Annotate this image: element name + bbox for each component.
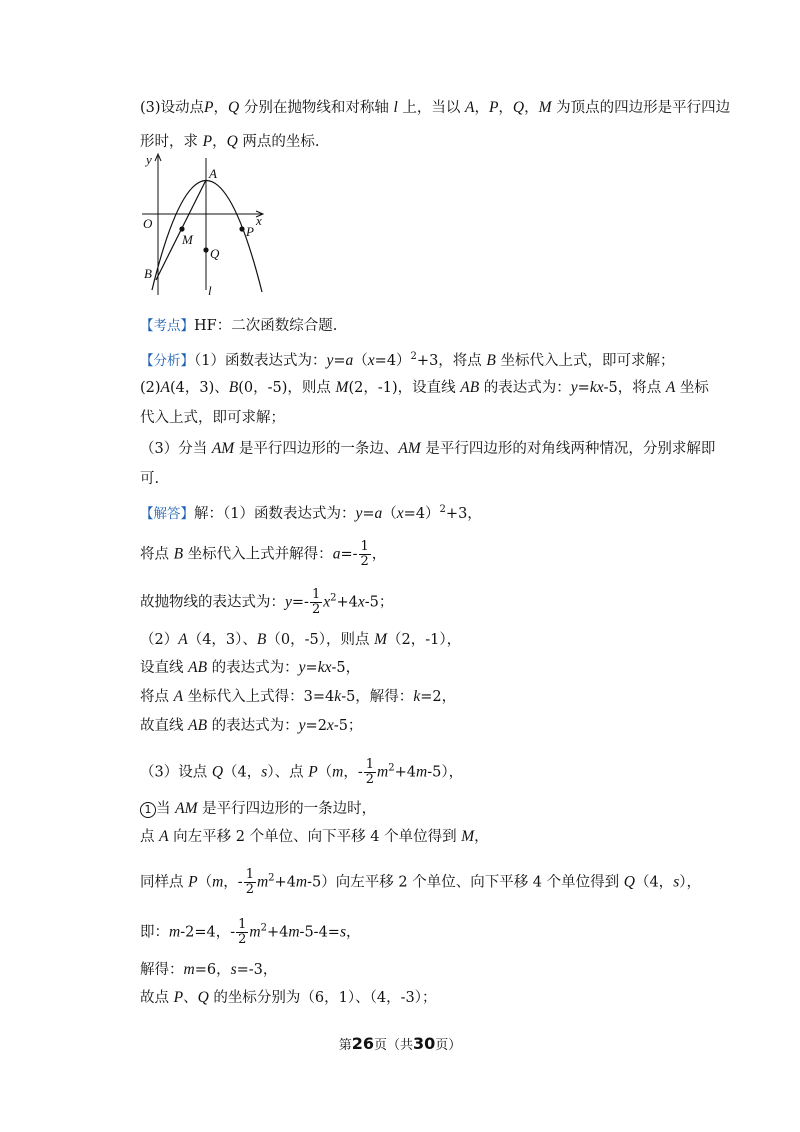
fenxi-line-3: 代入上式，即可求解；: [140, 410, 285, 426]
label-p: P: [246, 224, 254, 239]
question-3-line-1: (3)设动点P，Q 分别在抛物线和对称轴 l 上，当以 A，P，Q，M 为顶点的四边形是平行四边: [140, 99, 731, 116]
jieda-line-12: 即：m-2=4，- $\frac{1}{2}$ $m^2+4m-5-4=s$，: [140, 917, 361, 947]
fenxi-tag: 【分析】: [140, 352, 194, 369]
label-x: x: [256, 213, 262, 228]
jieda-line-7: 故直线 AB 的表达式为：y=2x-5；: [140, 717, 363, 734]
question-3-line-2: 形时，求 P，Q 两点的坐标.: [140, 133, 320, 150]
jieda-line-5: 设直线 AB 的表达式为：y=kx-5，: [140, 659, 361, 676]
jieda-line-6: 将点 A 坐标代入上式得：3=4k-5，解得：k=2，: [140, 688, 457, 705]
label-b: B: [144, 266, 152, 281]
jieda-line-9: 1 当 AM 是平行四边形的一条边时，: [140, 799, 376, 819]
point-p: [239, 226, 244, 231]
jieda-line-4: （2）A（4，3）、B（0，-5），则点 M（2，-1），: [140, 631, 462, 648]
label-l: l: [208, 283, 212, 298]
footer-total-pages: 30: [413, 1034, 436, 1053]
kaodian-line: [140, 316, 337, 336]
jieda-line-10: 点 A 向左平移 2 个单位、向下平移 4 个单位得到 M，: [140, 828, 489, 845]
kaodian-text: HF：二次函数综合题.: [194, 318, 338, 334]
jieda-line-14: 故点 P、Q 的坐标分别为（6，1）、（4，-3）；: [140, 989, 437, 1006]
jieda-tag: 【解答】: [140, 505, 194, 522]
jieda-line-13: 解得：m=6，s=-3，: [140, 961, 278, 978]
page-footer: [0, 1034, 800, 1053]
label-a: A: [209, 166, 217, 181]
jieda-line-3: 故抛物线的表达式为：y=- $\frac{1}{2}$ $x^2+4x-5$；: [140, 587, 394, 617]
parabola-figure: [140, 150, 270, 298]
fenxi-line-2: (2)A(4，3)、B(0，-5)，则点 M(2，-1)，设直线 AB 的表达式为：y=kx-5，将点 A 坐标: [140, 379, 709, 396]
footer-suffix: 页）: [435, 1038, 462, 1053]
jieda-line-1: 【解答】解：（1）函数表达式为：y=a（x=4）$^2$+3，: [140, 504, 482, 522]
jieda-line-8: （3）设点 Q（4，s）、点 P（m，- $\frac{1}{2}$ $m^2+4m-5$），: [140, 757, 464, 787]
label-o: O: [143, 216, 153, 231]
jieda-line-11: 同样点 P（m，- $\frac{1}{2}$ $m^2+4m-5$）向左平移 2 个单位、向下平移 4 个单位得到 Q（4，s），: [140, 867, 701, 897]
label-m: M: [182, 232, 193, 247]
footer-mid: 页（共: [373, 1038, 413, 1053]
point-q: [203, 247, 208, 252]
fenxi-line-5: 可.: [140, 471, 160, 487]
point-m: [179, 226, 184, 231]
jieda-line-2: 将点 B 坐标代入上式并解得：a=- $\frac{1}{2}$ ，: [140, 539, 387, 569]
label-y: y: [146, 152, 152, 167]
footer-prefix: 第: [338, 1038, 352, 1053]
fenxi-line-1: 【分析】（1）函数表达式为：y=a（x=4）$^2$+3，将点 B 坐标代入上式，即可求解；: [140, 351, 675, 369]
footer-page-number: 26: [351, 1034, 374, 1053]
label-q: Q: [210, 246, 220, 261]
fenxi-line-4: （3）分当 AM 是平行四边形的一条边、AM 是平行四边形的对角线两种情况，分别求解即: [140, 440, 716, 457]
kaodian-tag: 【考点】: [140, 318, 194, 334]
